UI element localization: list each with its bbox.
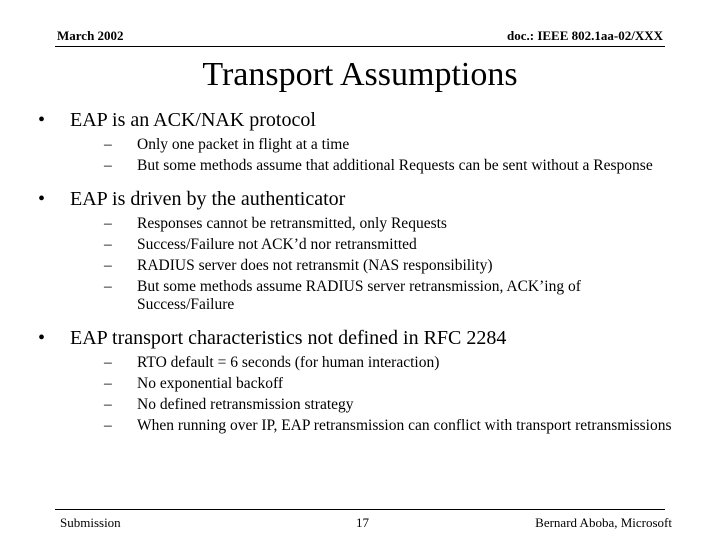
dash-icon: – <box>104 257 112 274</box>
bullet-item <box>36 108 676 175</box>
footer-rule <box>55 509 665 510</box>
sub-list <box>70 136 676 175</box>
sub-item-text: No exponential backoff <box>137 375 284 392</box>
sub-item <box>70 375 676 393</box>
sub-item <box>70 157 676 175</box>
sub-item <box>70 257 676 275</box>
sub-item <box>70 417 676 435</box>
header-date: March 2002 <box>57 28 124 43</box>
sub-item <box>70 354 676 372</box>
slide-content <box>36 108 676 438</box>
sub-item <box>70 136 676 154</box>
sub-item <box>70 236 676 254</box>
header-doc-id: doc.: IEEE 802.1aa-02/XXX <box>506 28 663 43</box>
sub-item-text: No defined retransmission strategy <box>137 396 354 413</box>
sub-item-text: RTO default = 6 seconds (for human interaction) <box>137 354 440 371</box>
bullet-text: EAP is driven by the authenticator <box>70 188 346 210</box>
dash-icon: – <box>104 236 112 253</box>
dash-icon: – <box>104 417 112 434</box>
sub-item <box>70 278 676 314</box>
bullet-text: EAP transport characteristics not defined in RFC 2284 <box>70 327 507 349</box>
header-rule <box>55 46 665 47</box>
sub-item <box>70 396 676 414</box>
slide-title: Transport Assumptions <box>202 56 518 93</box>
sub-item-text: Only one packet in flight at a time <box>137 136 350 153</box>
bullet-icon: • <box>38 109 46 131</box>
sub-item <box>70 215 676 233</box>
dash-icon: – <box>104 278 112 295</box>
dash-icon: – <box>104 396 112 413</box>
bullet-item <box>36 326 676 435</box>
sub-item-text: But some methods assume that additional Requests can be sent without a Response <box>137 157 653 174</box>
bullet-item <box>36 187 676 314</box>
bullet-icon: • <box>38 188 46 210</box>
sub-item-text: Responses cannot be retransmitted, only Requests <box>137 215 447 232</box>
sub-item-text: Success/Failure not ACK’d nor retransmitted <box>137 236 417 253</box>
footer-author: Bernard Aboba, Microsoft <box>535 515 672 530</box>
dash-icon: – <box>104 157 112 174</box>
dash-icon: – <box>104 375 112 392</box>
bullet-text: EAP is an ACK/NAK protocol <box>70 109 316 131</box>
dash-icon: – <box>104 215 112 232</box>
sub-list <box>70 354 676 435</box>
sub-list <box>70 215 676 314</box>
footer-submission: Submission <box>60 515 121 530</box>
dash-icon: – <box>104 136 112 153</box>
dash-icon: – <box>104 354 112 371</box>
bullet-icon: • <box>38 327 46 349</box>
footer-page-number: 17 <box>356 515 369 530</box>
sub-item-text: But some methods assume RADIUS server retransmission, ACK’ing of Success/Failure <box>137 278 581 313</box>
sub-item-text: When running over IP, EAP retransmission can conflict with transport retransmissions <box>137 417 672 434</box>
sub-item-text: RADIUS server does not retransmit (NAS responsibility) <box>137 257 493 274</box>
